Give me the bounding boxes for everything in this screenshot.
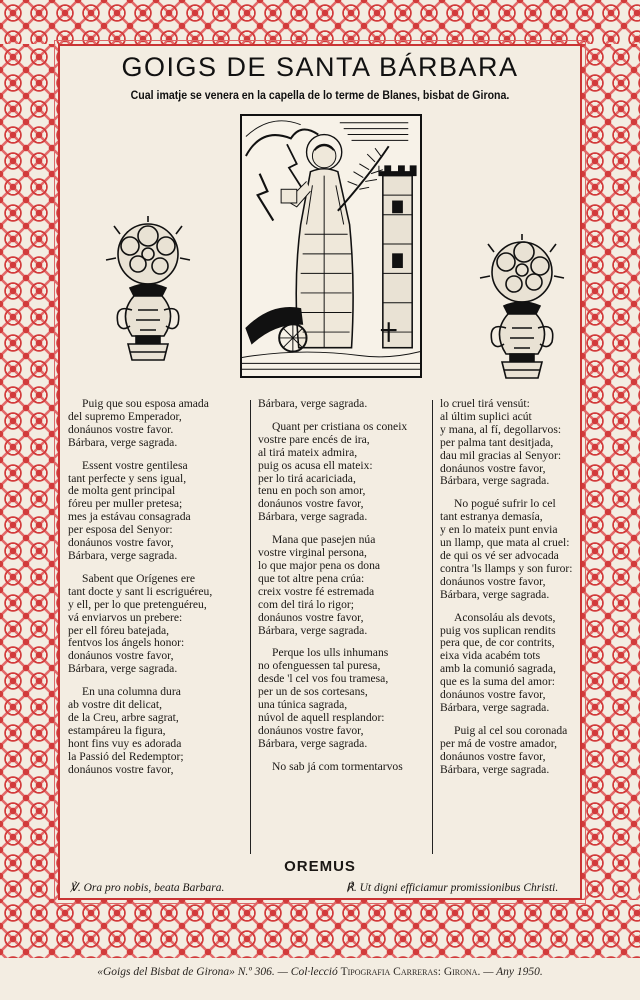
stanza — [440, 398, 590, 488]
verse-line: per esposa del Senyor: — [68, 523, 173, 537]
oremus-heading: OREMUS — [284, 858, 356, 875]
verse-line: donáunos vostre favor, — [440, 574, 546, 588]
verse-line: per má de vostre amador, — [440, 736, 558, 750]
verse-line: que es la suma del amor: — [440, 675, 555, 689]
verse-line: donáunos vostre favor, — [440, 461, 546, 475]
verse-line: Puig que sou esposa amada — [82, 397, 209, 410]
verse-line: Bárbara, verge sagrada. — [258, 510, 368, 524]
verse-line: com del tirá lo rigor; — [258, 597, 354, 611]
verse-line: creix vostre fé estremada — [258, 584, 375, 598]
border-right — [582, 44, 640, 900]
verse-line: Quant per cristiana os coneix — [272, 419, 408, 433]
verse-line: que tot altre pena crúa: — [258, 571, 365, 585]
document-content — [60, 46, 580, 898]
verse-line: per un de sos cortesans, — [258, 685, 368, 699]
verse-line: Perque los ulls inhumans — [272, 646, 389, 660]
verse-line: de la Creu, arbre sagrat, — [68, 710, 179, 724]
stanza — [258, 534, 428, 637]
stanza — [68, 686, 246, 776]
verse-line: una túnica sagrada, — [258, 698, 348, 712]
verse-line: contra 'ls llamps y son furor: — [440, 561, 573, 575]
border-bottom — [0, 900, 640, 958]
verse-line: tenu en poch son amor, — [258, 484, 366, 498]
verse-line: ab vostre dit delicat, — [68, 698, 163, 712]
footer-year: — Any 1950. — [483, 966, 543, 978]
verse-line: vostre pare encés de ira, — [258, 432, 370, 446]
verse-line: lo que major pena os dona — [258, 558, 381, 572]
verse-line: fóreu per muller pretesa; — [68, 497, 183, 511]
verse-column-1 — [68, 398, 246, 786]
verse-line: donáunos vostre favor, — [258, 610, 364, 624]
verse-line: En una columna dura — [82, 685, 181, 699]
oremus-response: ℟. Ut digni efficiamur promissionibus Christi. — [346, 882, 559, 894]
verse-line: Bárbara, verge sagrada. — [440, 762, 550, 776]
verse-line: Aconsoláu als devots, — [454, 610, 556, 624]
verse-line: núvol de aquell resplandor: — [258, 710, 385, 724]
flower-vase-right-icon — [474, 232, 570, 386]
verse-line: Bárbara, verge sagrada. — [68, 662, 178, 676]
verse-line: de qui os vé ser advocada — [440, 548, 559, 562]
verse-line: donáunos vostre favor, — [68, 762, 174, 776]
verse-line: donáunos vostre favor, — [440, 688, 546, 702]
verse-line: per ell fóreu batejada, — [68, 623, 170, 637]
verse-line: donáunos vostre favor, — [68, 649, 174, 663]
verse-line: per lo tirá acariciada, — [258, 471, 356, 485]
stanza — [440, 498, 590, 601]
stanza — [68, 573, 246, 676]
verse-line: lo cruel tirá vensút: — [440, 397, 530, 410]
verse-line: donáunos vostre favor, — [258, 497, 364, 511]
verse-line: desde 'l cel vos fou tramesa, — [258, 672, 389, 686]
column-divider — [432, 400, 433, 854]
flower-vase-left-icon — [100, 214, 196, 368]
oremus-versicle: ℣. Ora pro nobis, beata Barbara. — [70, 882, 225, 894]
verse-line: pera que, de cor contrits, — [440, 636, 555, 650]
verse-line: Essent vostre gentilesa — [82, 458, 188, 472]
verse-line: Bárbara, verge sagrada. — [440, 700, 550, 714]
verse-column-2 — [258, 398, 428, 784]
stanza — [440, 725, 590, 777]
stanza — [258, 421, 428, 524]
santa-barbara-woodcut-image — [240, 114, 422, 378]
verse-line: donáunos vostre favor, — [440, 749, 546, 763]
verse-line: No pogué sufrir lo cel — [454, 497, 556, 511]
verse-line: hont fins vuy es adorada — [68, 736, 182, 750]
stanza — [68, 398, 246, 450]
verses-block — [68, 398, 580, 858]
verse-line: No sab já com tormentarvos — [272, 759, 403, 773]
verse-line: vostre virginal persona, — [258, 546, 367, 560]
verse-line: donáunos vostre favor, — [258, 723, 364, 737]
verse-line: donáunos vostre favor. — [68, 422, 174, 436]
column-divider — [250, 400, 251, 854]
stanza — [258, 647, 428, 750]
verse-line: tant docte y sant li escriguéreu, — [68, 584, 213, 598]
verse-line: no ofenguessen tal puresa, — [258, 659, 381, 673]
verse-line: puig os acusa ell mateix: — [258, 458, 373, 472]
verse-line: y ell, per lo que pretenguéreu, — [68, 597, 207, 611]
footer-series: «Goigs del Bisbat de Girona» N.º 306. — Col·lecció — [97, 966, 338, 978]
verse-line: dau mil gracias al Senyor: — [440, 448, 562, 462]
verse-line: del supremo Emperador, — [68, 409, 182, 423]
verse-line: tant estranya demasía, — [440, 510, 543, 524]
verse-line: Bárbara, verge sagrada. — [258, 736, 368, 750]
verse-line: Bárbara, verge sagrada. — [258, 397, 368, 410]
verse-line: donáunos vostre favor, — [68, 536, 174, 550]
verse-line: Bárbara, verge sagrada. — [440, 474, 550, 488]
verse-line: Mana que pasejen núa — [272, 533, 376, 547]
verse-line: Bárbara, verge sagrada. — [68, 548, 178, 562]
verse-line: Bárbara, verge sagrada. — [258, 623, 368, 637]
page-title: GOIGS DE SANTA BÁRBARA — [121, 52, 519, 82]
verse-line: Sabent que Orígenes ere — [82, 571, 195, 585]
verse-line: estampáreu la figura, — [68, 723, 166, 737]
verse-line: la Passió del Redemptor; — [68, 749, 184, 763]
verse-column-3 — [440, 398, 590, 786]
stanza — [258, 761, 428, 774]
verse-line: Bárbara, verge sagrada. — [440, 587, 550, 601]
verse-line: Bárbara, verge sagrada. — [68, 435, 178, 449]
verse-line: amb la comunió sagrada, — [440, 662, 556, 676]
verse-line: al tirá mateix admira, — [258, 445, 358, 459]
stanza — [258, 398, 428, 411]
verse-line: per palma tant desitjada, — [440, 435, 554, 449]
verse-line: un llamp, que mata al cruel: — [440, 536, 570, 550]
footer-imprint — [0, 966, 640, 978]
stanza — [68, 460, 246, 563]
verse-line: y en lo mateix punt envia — [440, 523, 558, 537]
verse-line: y mana, al fí, degollarvos: — [440, 422, 562, 436]
verse-line: puig vos suplican rendits — [440, 623, 556, 637]
page-subtitle: Cual imatje se venera en la capella de lo terme de Blanes, bisbat de Girona. — [130, 90, 510, 102]
border-left — [0, 44, 58, 900]
verse-line: al últim suplici acút — [440, 409, 532, 423]
border-top — [0, 0, 640, 44]
verse-line: vá enviarvos un prebere: — [68, 610, 183, 624]
verse-line: mes ja estávau consagrada — [68, 510, 191, 524]
verse-line: de molta gent principal — [68, 484, 176, 498]
footer-publisher: Tipografia Carreras: Girona. — [340, 966, 481, 978]
verse-line: Puig al cel sou coronada — [454, 723, 568, 737]
stanza — [440, 612, 590, 715]
verse-line: eixa vida acabém tots — [440, 649, 541, 663]
verse-line: fentvos los ángels honor: — [68, 636, 185, 650]
verse-line: tant perfecte y sens igual, — [68, 471, 187, 485]
